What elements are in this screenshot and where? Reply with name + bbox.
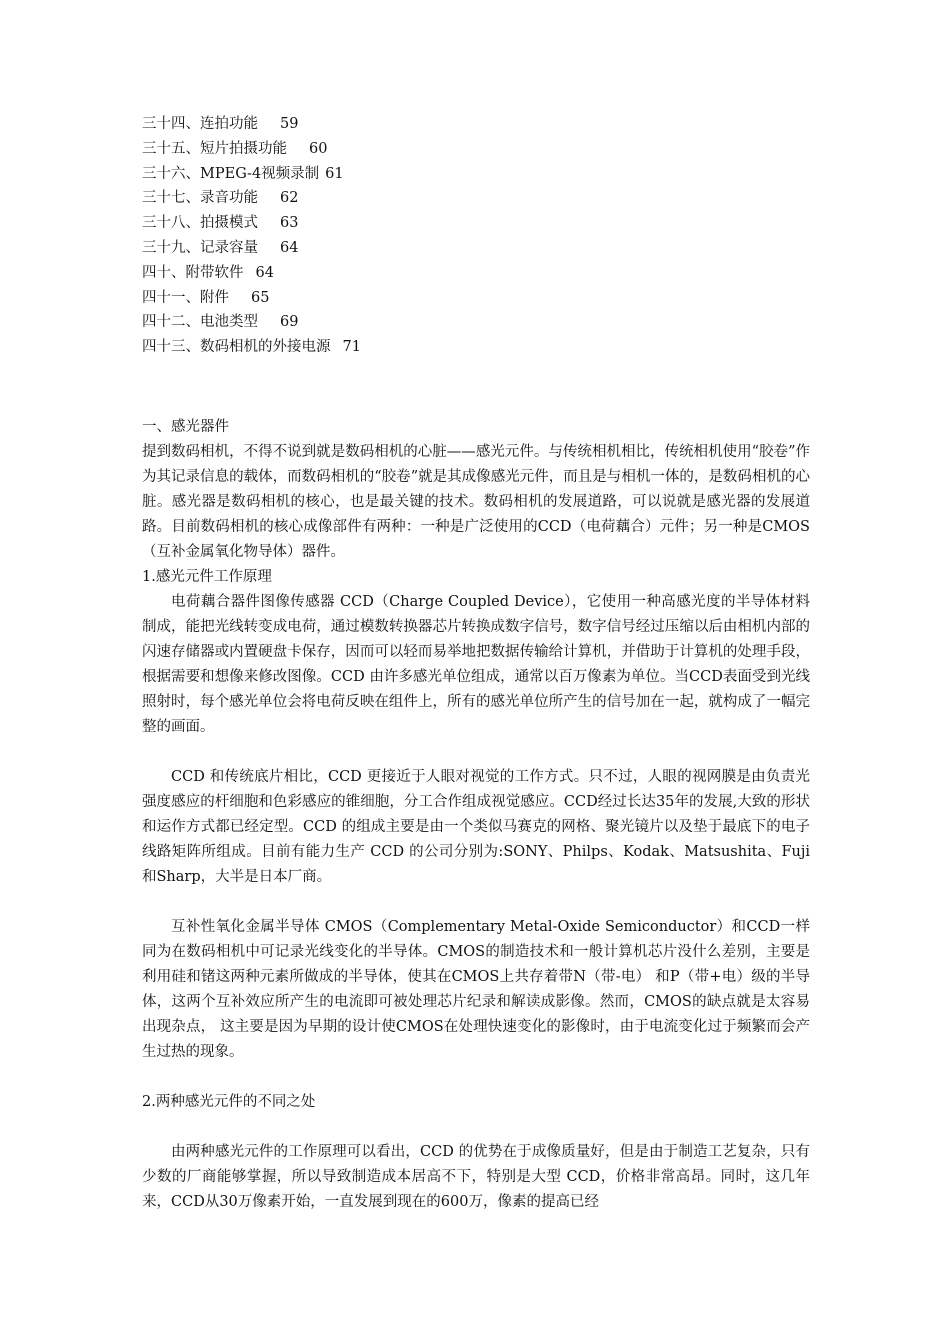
paragraph-differences: 由两种感光元件的工作原理可以看出，CCD 的优势在于成像质量好，但是由于制造工艺复杂，只有少数的厂商能够掌握，所以导致制造成本居高不下，特别是大型 CCD，价格非常高昂。同时，这几年来，CCD从30万像素开始，一直发展到现在的600万，像素的提高已经 [142,1143,810,1210]
spacer [142,1115,810,1140]
toc-item-page: 61 [325,165,344,182]
toc-item-page: 65 [251,289,270,306]
toc-item-label: 三十九、记录容量 [142,239,258,256]
toc-item-page: 63 [280,215,299,232]
toc-item[interactable] [142,186,810,211]
section-intro-paragraph: 提到数码相机，不得不说到就是数码相机的心脏——感光元件。与传统相机相比，传统相机使用“胶卷”作为其记录信息的载体，而数码相机的“胶卷”就是其成像感光元件，而且是与相机一体的，是数码相机的心脏。感光器是数码相机的核心，也是最关键的技术。数码相机的发展道路，可以说就是感光器的发展道路。目前数码相机的核心成像部件有两种：一种是广泛使用的CCD（电荷藕合）元件；另一种是CMOS（互补金属氧化物导体）器件。 [142,443,810,560]
paragraph-ccd-principle: 电荷藕合器件图像传感器 CCD（Charge Coupled Device），它使用一种高感光度的半导体材料制成，能把光线转变成电荷，通过模数转换器芯片转换成数字信号，数字信号经过压缩以后由相机内部的闪速存储器或内置硬盘卡保存，因而可以轻而易举地把数据传输给计算机，并借助于计算机的处理手段，根据需要和想像来修改图像。CCD 由许多感光单位组成，通常以百万像素为单位。当CCD表面受到光线照射时，每个感光单位会将电荷反映在组件上，所有的感光单位所产生的信号加在一起，就构成了一幅完整的画面。 [142,593,810,735]
toc-item-label: 三十六、MPEG-4视频录制 [142,165,320,182]
document-body [142,112,810,1215]
toc-item-label: 四十、附带软件 [142,264,244,281]
toc-item[interactable] [142,261,810,286]
toc-item[interactable] [142,137,810,162]
toc-item-label: 四十三、数码相机的外接电源 [142,339,331,356]
toc-item-label: 三十八、拍摄模式 [142,215,258,232]
spacer [142,1065,810,1090]
toc-item[interactable] [142,211,810,236]
toc-item-label: 三十五、短片拍摄功能 [142,140,287,157]
toc-item-page: 71 [342,339,361,356]
toc-item-label: 四十二、电池类型 [142,314,258,331]
toc-item[interactable] [142,112,810,137]
spacer [142,740,810,765]
toc-item[interactable] [142,162,810,187]
toc-item-page: 64 [280,239,299,256]
toc-item-page: 60 [309,140,328,157]
toc-item[interactable] [142,335,810,360]
toc-item-label: 三十七、录音功能 [142,190,258,207]
subsection-title: 2.两种感光元件的不同之处 [142,1093,316,1110]
spacer [142,890,810,915]
toc-item-page: 59 [280,116,299,132]
toc-item-label: 三十四、连拍功能 [142,116,258,132]
toc-item-page: 69 [280,314,299,331]
spacer [142,360,810,415]
subsection-title: 1.感光元件工作原理 [142,568,272,585]
toc-item[interactable] [142,236,810,261]
section-title: 一、感光器件 [142,418,229,435]
paragraph-ccd-vs-film: CCD 和传统底片相比，CCD 更接近于人眼对视觉的工作方式。只不过，人眼的视网膜是由负责光强度感应的杆细胞和色彩感应的锥细胞，分工合作组成视觉感应。CCD经过长达35年的发展,大致的形状和运作方式都已经定型。CCD 的组成主要是由一个类似马赛克的网格、聚光镜片以及垫于最底下的电子线路矩阵所组成。目前有能力生产 CCD 的公司分别为:SONY、Philps、Kodak、Matsushita、Fuji和Sharp，大半是日本厂商。 [142,768,810,885]
table-of-contents [142,112,810,360]
toc-item-page: 64 [255,264,274,281]
toc-item[interactable] [142,286,810,311]
toc-item-label: 四十一、附件 [142,289,229,306]
toc-item[interactable] [142,310,810,335]
paragraph-cmos: 互补性氧化金属半导体 CMOS（Complementary Metal-Oxide Semiconductor）和CCD一样同为在数码相机中可记录光线变化的半导体。CMOS的制造技术和一般计算机芯片没什么差别，主要是利用硅和锗这两种元素所做成的半导体，使其在CMOS上共存着带N（带-电） 和P（带+电）级的半导体，这两个互补效应所产生的电流即可被处理芯片纪录和解读成影像。然而，CMOS的缺点就是太容易出现杂点， 这主要是因为早期的设计使CMOS在处理快速变化的影像时，由于电流变化过于频繁而会产生过热的现象。 [142,918,810,1060]
toc-item-page: 62 [280,190,299,207]
